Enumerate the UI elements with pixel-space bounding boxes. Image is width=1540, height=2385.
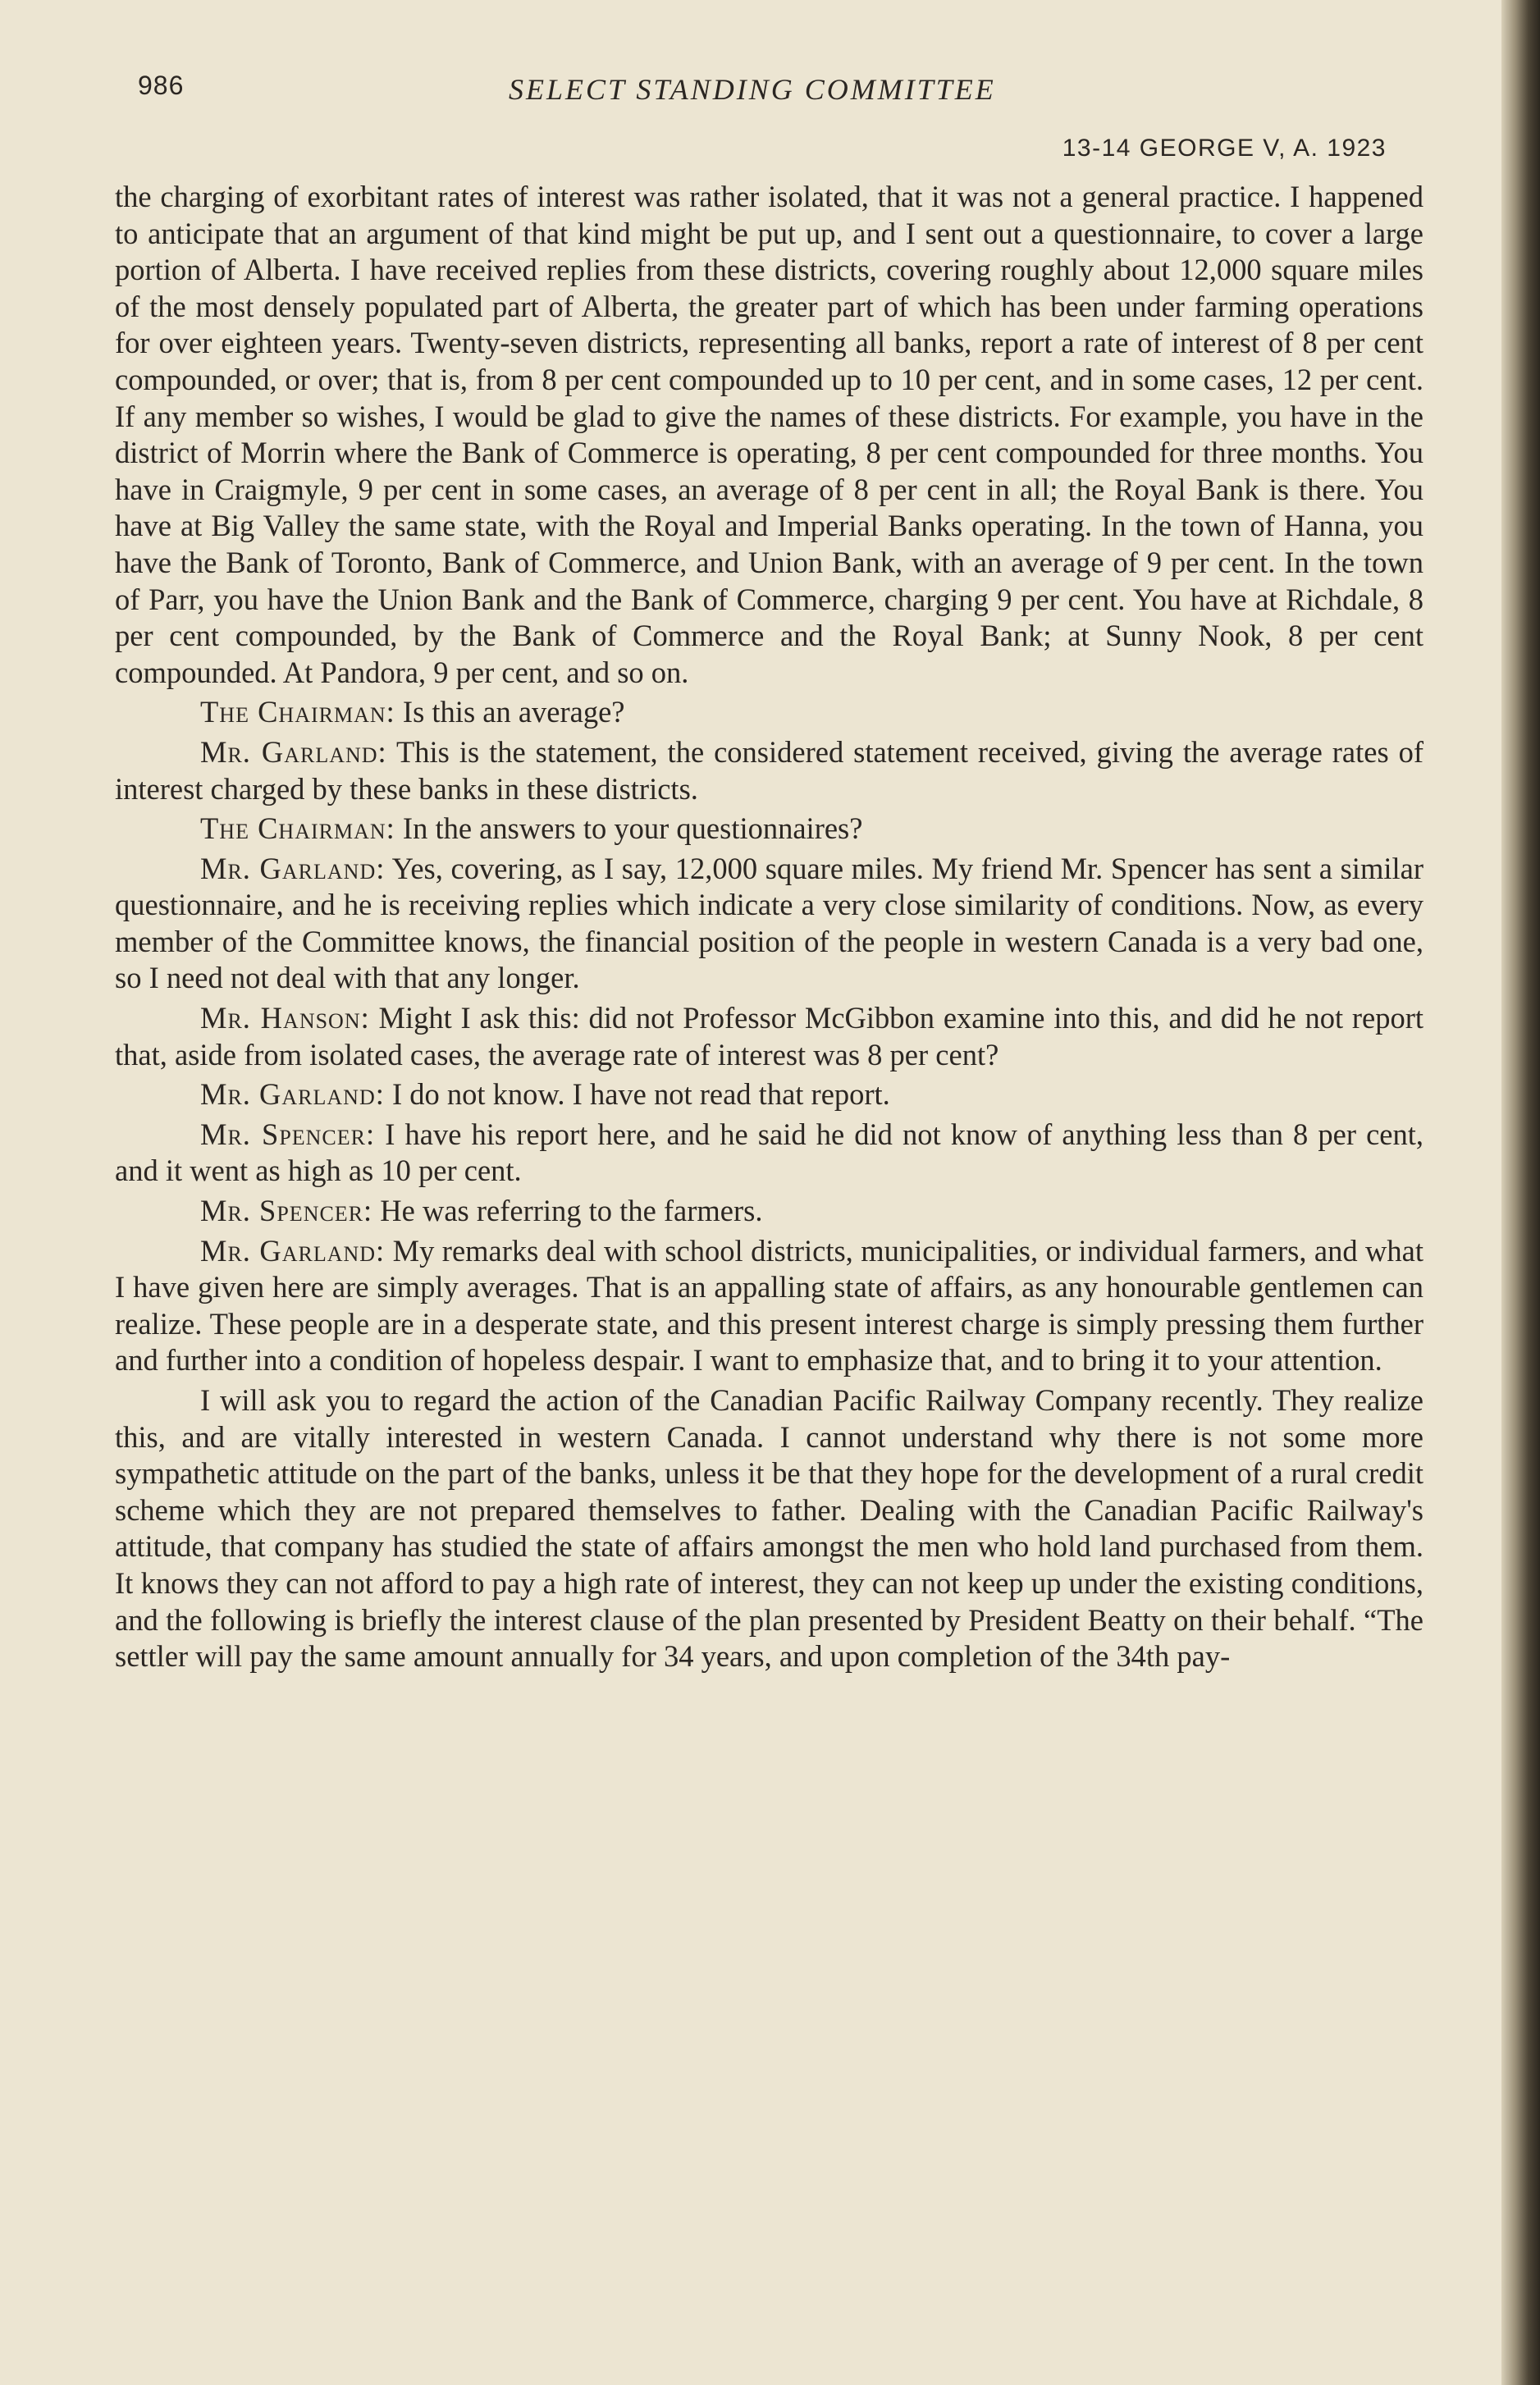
paragraph [115,1117,1423,1190]
paragraph-text: Yes, covering, as I say, 12,000 square miles. My friend Mr. Spencer has sent a similar questionnaire, and he is receiving replies which indicate a very close similarity of conditions. Now, as every member of the Committee knows, the financial position of the people in western Canada is a very bad one, so I need not deal with that any longer. [115,851,1423,995]
speaker-name: The Chairman: [200,811,395,846]
paragraph [115,851,1423,997]
speaker-name: Mr. Hanson: [200,1001,370,1035]
book-binding-gutter [1501,0,1540,2385]
running-title: SELECT STANDING COMMITTEE [509,73,996,106]
paragraph [115,1233,1423,1379]
page-number: 986 [138,71,185,100]
paragraph [115,1382,1423,1675]
paragraph-text: My remarks deal with school districts, municipalities, or individual farmers, and what I have given here are simply averages. That is an appalling state of affairs, as any honourable gentlemen can realize. These people are in a desperate state, and this present interest charge is simply pressing them further and further into a condition of hopeless despair. I want to emphasize that, and to bring it to your attention. [115,1233,1423,1378]
paragraph [115,811,1423,848]
paragraph [115,734,1423,807]
paragraph [115,1000,1423,1073]
paragraph [115,694,1423,731]
paragraph [115,179,1423,691]
paragraph-text: He was referring to the farmers. [372,1194,763,1228]
speaker-name: Mr. Garland: [200,1233,386,1268]
paragraph-text: I have his report here, and he said he did not know of anything less than 8 per cent, and it went as high as 10 per cent. [115,1117,1424,1188]
speaker-name: The Chairman: [200,695,395,729]
speaker-name: Mr. Spencer: [200,1194,373,1228]
paragraph-text: I do not know. I have not read that report. [384,1077,890,1112]
paragraph-text: the charging of exorbitant rates of interest was rather isolated, that it was not a general practice. I happened to anticipate that an argument of that kind might be put up, and I sent out a questionnaire, to cover a large portion of Alberta. I have received replies from these districts, covering roughly about 12,000 square miles of the most densely populated part of Alberta, the greater part of which has been under farming operations for over eighteen years. Twenty-seven districts, representing all banks, report a rate of interest of 8 per cent compounded, or over; that is, from 8 per cent compounded up to 10 per cent, and in some cases, 12 per cent. If any member so wishes, I would be glad to give the names of these districts. For example, you have in the district of Morrin where the Bank of Commerce is operating, 8 per cent compounded for three months. You have in Craigmyle, 9 per cent in some cases, an average of 8 per cent in all; the Royal Bank is there. You have at Big Valley the same state, with the Royal and Imperial Banks operating. In the town of Hanna, you have the Bank of Toronto, Bank of Commerce, and Union Bank, with an average of 9 per cent. In the town of Parr, you have the Union Bank and the Bank of Commerce, charging 9 per cent. You have at Richdale, 8 per cent compounded, by the Bank of Commerce and the Royal Bank; at Sunny Nook, 8 per cent compounded. At Pandora, 9 per cent, and so on. [115,180,1423,689]
paragraph-text: In the answers to your questionnaires? [395,811,863,846]
paragraph [115,1076,1423,1113]
paragraph [115,1193,1423,1230]
paragraph-text: This is the statement, the considered statement received, giving the average rates of interest charged by these banks in these districts. [115,734,1423,806]
session-label: 13-14 GEORGE V, A. 1923 [1062,135,1387,162]
speaker-name: Mr. Spencer: [200,1117,376,1151]
speaker-name: Mr. Garland: [200,1077,385,1112]
speaker-name: Mr. Garland: [200,734,387,769]
paragraph-text: Might I ask this: did not Professor McGibbon examine into this, and did he not report that, aside from isolated cases, the average rate of interest was 8 per cent? [115,1001,1423,1071]
speaker-name: Mr. Garland: [200,851,386,885]
body-text [115,179,1423,1679]
paragraph-text: Is this an average? [395,695,625,729]
paragraph-text: I will ask you to regard the action of the Canadian Pacific Railway Company recently. They realize this, and are vitally interested in western Canada. I cannot understand why there is not some more sympathetic attitude on the part of the banks, unless it be that they hope for the development of a rural credit scheme which they are not prepared themselves to father. Dealing with the Canadian Pacific Railway's attitude, that company has studied the state of affairs amongst the men who hold land purchased from them. It knows they can not afford to pay a high rate of interest, they can not keep up under the existing conditions, and the following is briefly the interest clause of the plan presented by President Beatty on their behalf. “The settler will pay the same amount annually for 34 years, and upon completion of the 34th pay- [115,1383,1423,1674]
